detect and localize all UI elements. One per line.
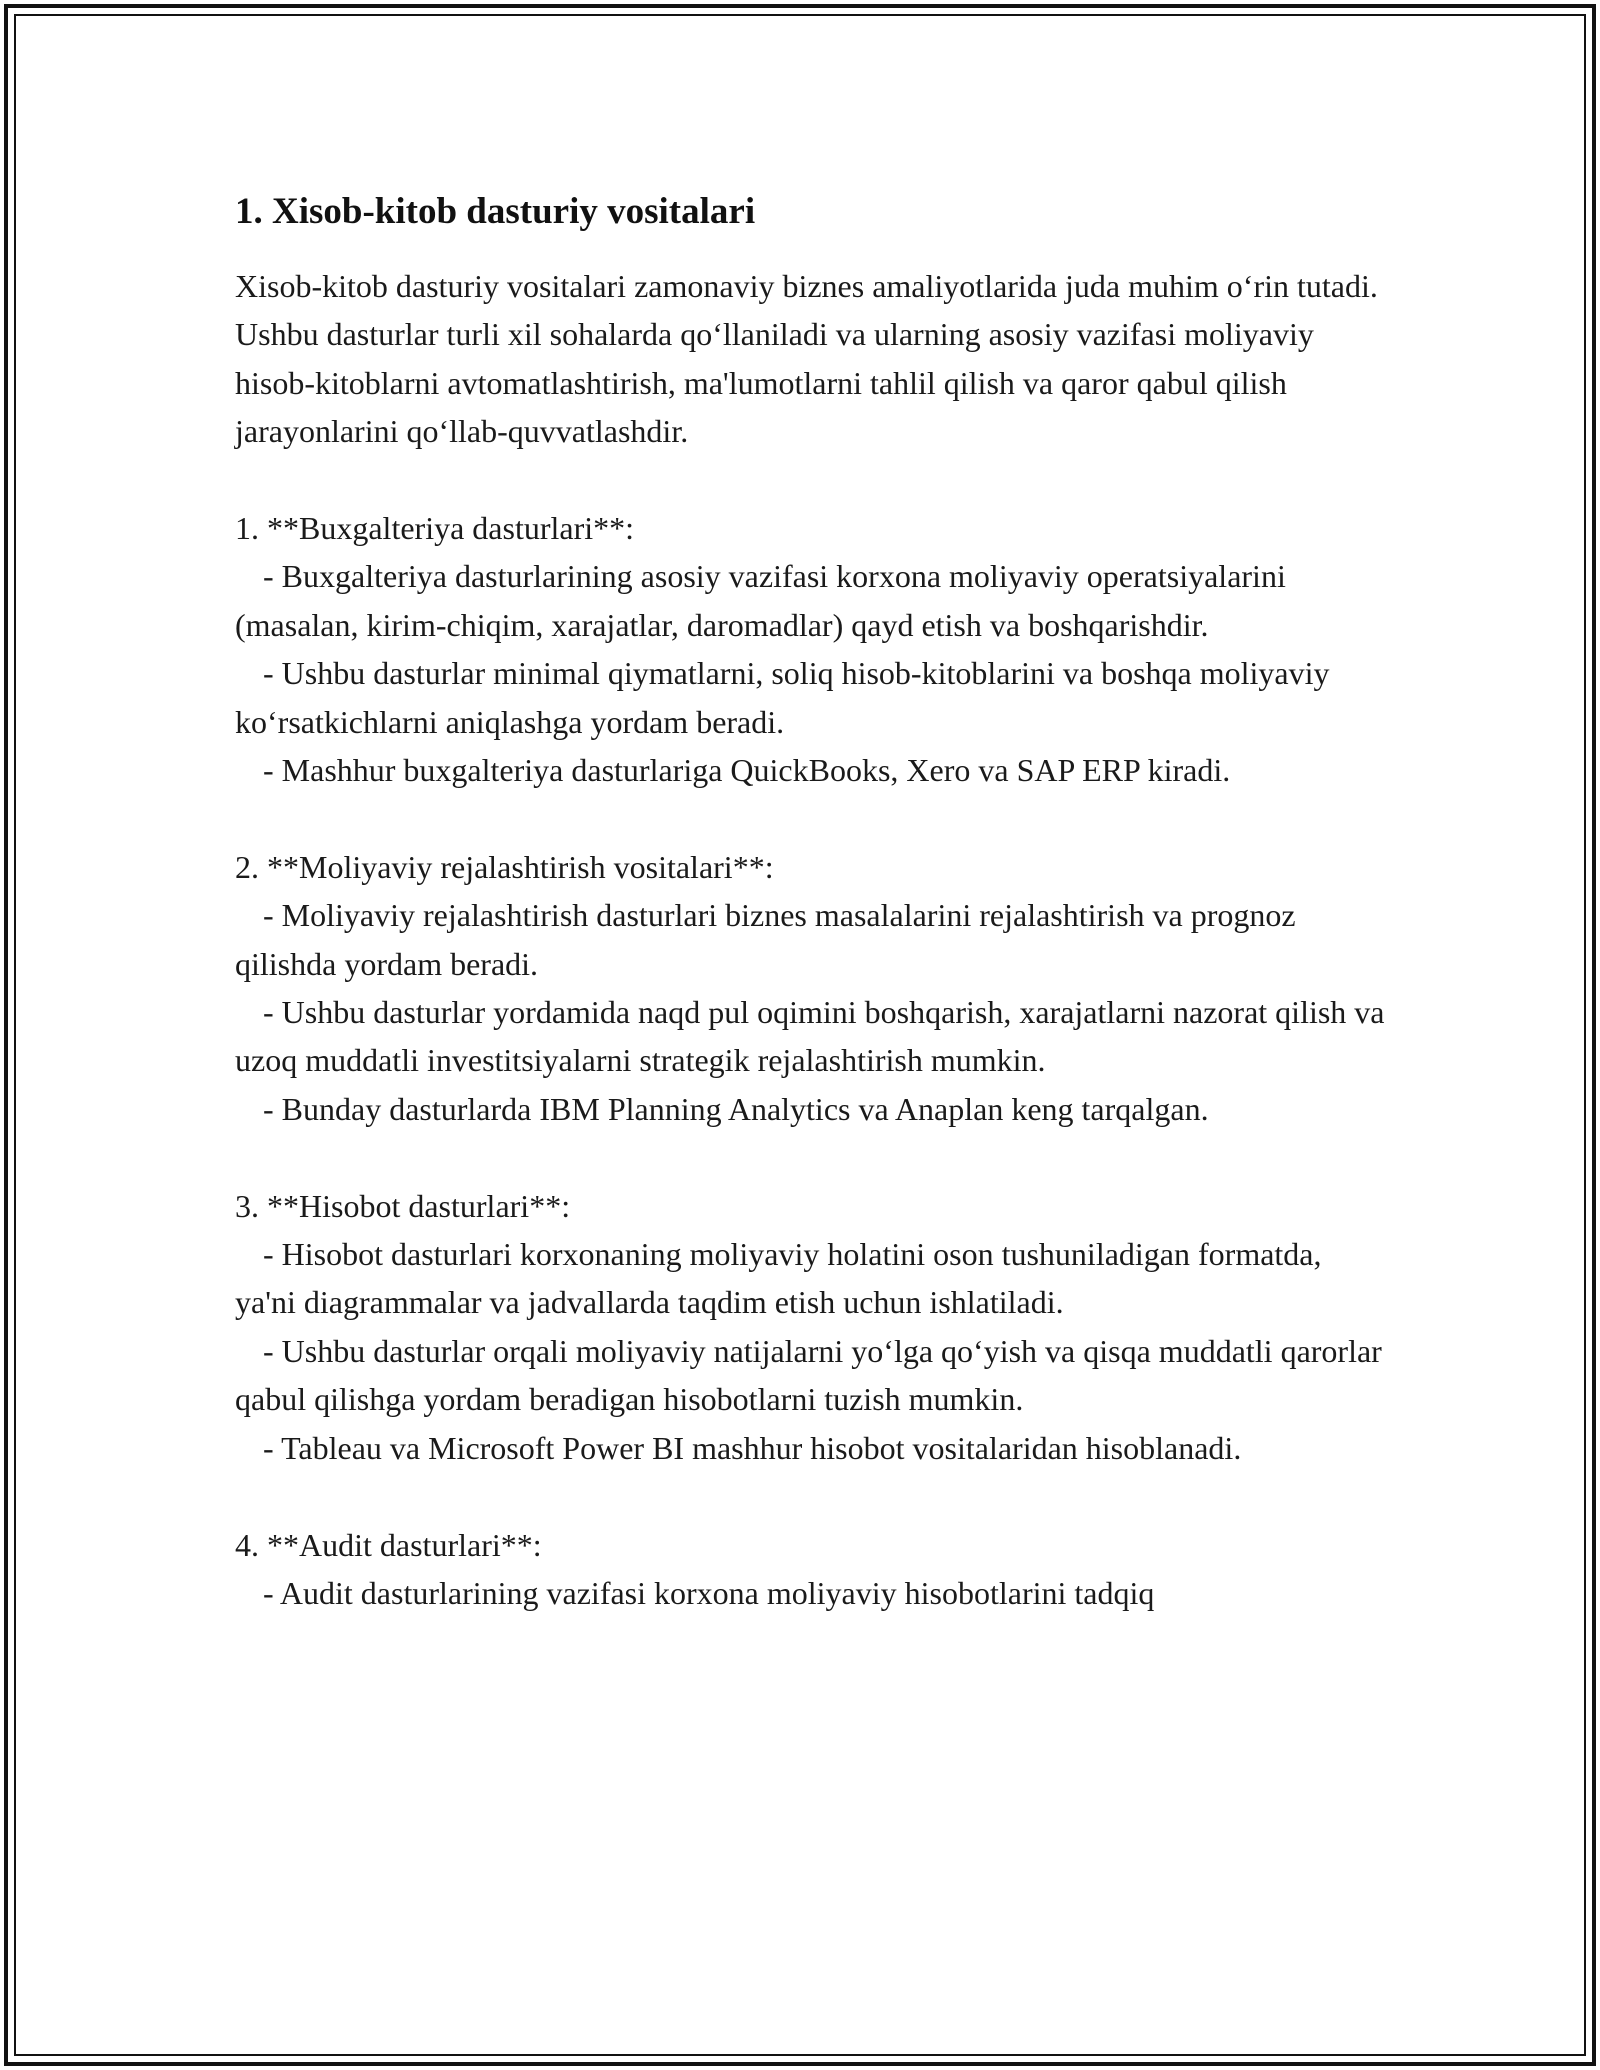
bullet-item: - Audit dasturlarining vazifasi korxona moliyaviy hisobotlarini tadqiq [263,1574,1155,1611]
bullet-item: - Tableau va Microsoft Power BI mashhur hisobot vositalaridan hisoblanadi. [263,1429,1242,1466]
section-title: 4. **Audit dasturlari**: [235,1526,542,1563]
section-accounting [235,504,1385,794]
spacer [235,794,1385,842]
document-body [235,188,1385,1617]
section-financial-planning [235,843,1385,1133]
bullet-item: - Ushbu dasturlar orqali moliyaviy natijalarni yo‘lga qo‘yish va qisqa muddatli qarorlar qabul qilishga yordam beradigan hisobotlarni tuzish mumkin. [235,1332,1382,1418]
bullet-item: - Ushbu dasturlar minimal qiymatlarni, soliq hisob-kitoblarini va boshqa moliyaviy ko‘rsatkichlarni aniqlashga yordam beradi. [235,655,1330,740]
bullet-item: - Moliyaviy rejalashtirish dasturlari biznes masalalarini rejalashtirish va prognoz qilishda yordam beradi. [235,897,1296,982]
section-title: 3. **Hisobot dasturlari**: [235,1187,571,1224]
bullet-item: - Ushbu dasturlar yordamida naqd pul oqimini boshqarish, xarajatlarni nazorat qilish va uzoq muddatli investitsiyalarni strategik rejalashtirish mumkin. [235,994,1385,1079]
section-audit [235,1521,1385,1618]
bullet-item: - Mashhur buxgalteriya dasturlariga QuickBooks, Xero va SAP ERP kiradi. [263,752,1231,789]
bullet-item: - Buxgalteriya dasturlarining asosiy vazifasi korxona moliyaviy operatsiyalarini (masalan, kirim-chiqim, xarajatlar, daromadlar) qayd etish va boshqarishdir. [235,558,1286,643]
section-title: 2. **Moliyaviy rejalashtirish vositalari**: [235,848,774,885]
page-title: 1. Xisob-kitob dasturiy vositalari [235,191,756,232]
spacer [235,1472,1385,1520]
section-title: 1. **Buxgalteriya dasturlari**: [235,510,635,547]
bullet-item: - Bunday dasturlarda IBM Planning Analytics va Anaplan keng tarqalgan. [263,1090,1209,1127]
spacer [235,1133,1385,1181]
section-reporting [235,1182,1385,1472]
bullet-item: - Hisobot dasturlari korxonaning moliyaviy holatini oson tushuniladigan formatda, ya'ni diagrammalar va jadvallarda taqdim etish uchun ishlatiladi. [235,1236,1322,1321]
intro-paragraph: Xisob-kitob dasturiy vositalari zamonaviy biznes amaliyotlarida juda muhim o‘rin tutadi. Ushbu dasturlar turli xil sohalarda qo‘llaniladi va ularning asosiy vazifasi moliyaviy hisob-kitoblarni avtomatlashtirish, ma'lumotlarni tahlil qilish va qaror qabul qilish jarayonlarini qo‘llab-quvvatlashdir. [235,268,1386,450]
spacer [235,456,1385,504]
